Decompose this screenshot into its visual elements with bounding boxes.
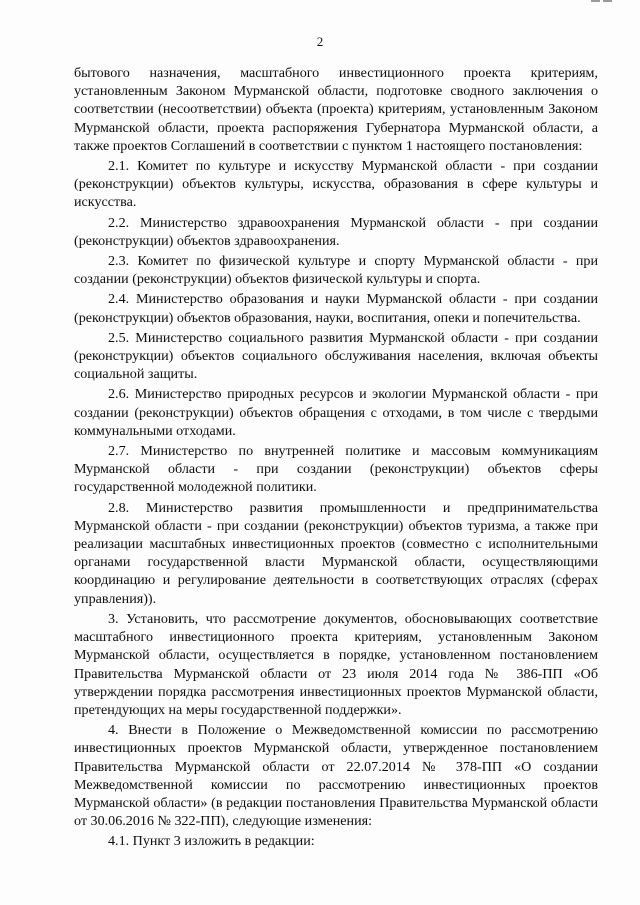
paragraph-continuation: бытового назначения, масштабного инвестиционного проекта критериям, установленным Законом Мурманской области, подготовке сводного заключения о соответствии (несоответствии) объекта (проекта) критериям, установленным Законом Мурманской области, проекта распоряжения Губернатора Мурманской области, а также проектов Соглашений в соответствии с пунктом 1 настоящего постановления:	[74, 65, 598, 154]
document-body	[74, 64, 598, 851]
paragraph-2-6: 2.6. Министерство природных ресурсов и экологии Мурманской области - при создании (реконструкции) объектов обращения с отходами, в том числе с твердыми коммунальными отходами.	[74, 386, 598, 439]
paragraph-2-2: 2.2. Министерство здравоохранения Мурманской области - при создании (реконструкции) объектов здравоохранения.	[74, 214, 598, 249]
paragraph-2-1: 2.1. Комитет по культуре и искусству Мурманской области - при создании (реконструкции) объектов культуры, искусства, образования в сфере культуры и искусства.	[74, 158, 598, 211]
paragraph-4-1: 4.1. Пункт 3 изложить в редакции:	[108, 833, 315, 850]
paragraph-4: 4. Внести в Положение о Межведомственной комиссии по рассмотрению инвестиционных проектов Мурманской области, утвержденное постановлением Правительства Мурманской области от 22.07.2014 № 378-ПП «О создании Межведомственной комиссии по рассмотрению инвестиционных проектов Мурманской области» (в редакции постановления Правительства Мурманской области от 30.06.2016 № 322-ПП), следующие изменения:	[74, 722, 598, 830]
paragraph-3: 3. Установить, что рассмотрение документов, обосновывающих соответствие масштабного инвестиционного проекта критериям, установленным Законом Мурманской области, осуществляется в порядке, установленном постановлением Правительства Мурманской области от 23 июля 2014 года № 386-ПП «Об утверждении порядка рассмотрения инвестиционных проектов Мурманской области, претендующих на меры государственной поддержки».	[74, 610, 598, 718]
paragraph-2-5: 2.5. Министерство социального развития Мурманской области - при создании (реконструкции) объектов социального обслуживания населения, включая объекты социальной защиты.	[74, 329, 598, 383]
paragraph-2-4: 2.4. Министерство образования и науки Мурманской области - при создании (реконструкции) объектов образования, науки, воспитания, опеки и попечительства.	[74, 291, 598, 326]
page-number: 2	[316, 34, 324, 49]
paragraph-2-3: 2.3. Комитет по физической культуре и спорту Мурманской области - при создании (реконструкции) объектов физической культуры и спорта.	[74, 253, 598, 288]
scan-corner-mark	[588, 0, 622, 3]
paragraph-2-8: 2.8. Министерство развития промышленности и предпринимательства Мурманской области - при создании (реконструкции) объектов туризма, а также при реализации масштабных инвестиционных проектов (совместно с исполнительными органами государственной власти Мурманской области, осуществляющими координацию и регулирование деятельности в соответствующих отраслях (сферах управления)).	[74, 499, 598, 607]
paragraph-2-7: 2.7. Министерство по внутренней политике и массовым коммуникациям Мурманской области - при создании (реконструкции) объектов сферы государственной молодежной политики.	[74, 443, 598, 496]
